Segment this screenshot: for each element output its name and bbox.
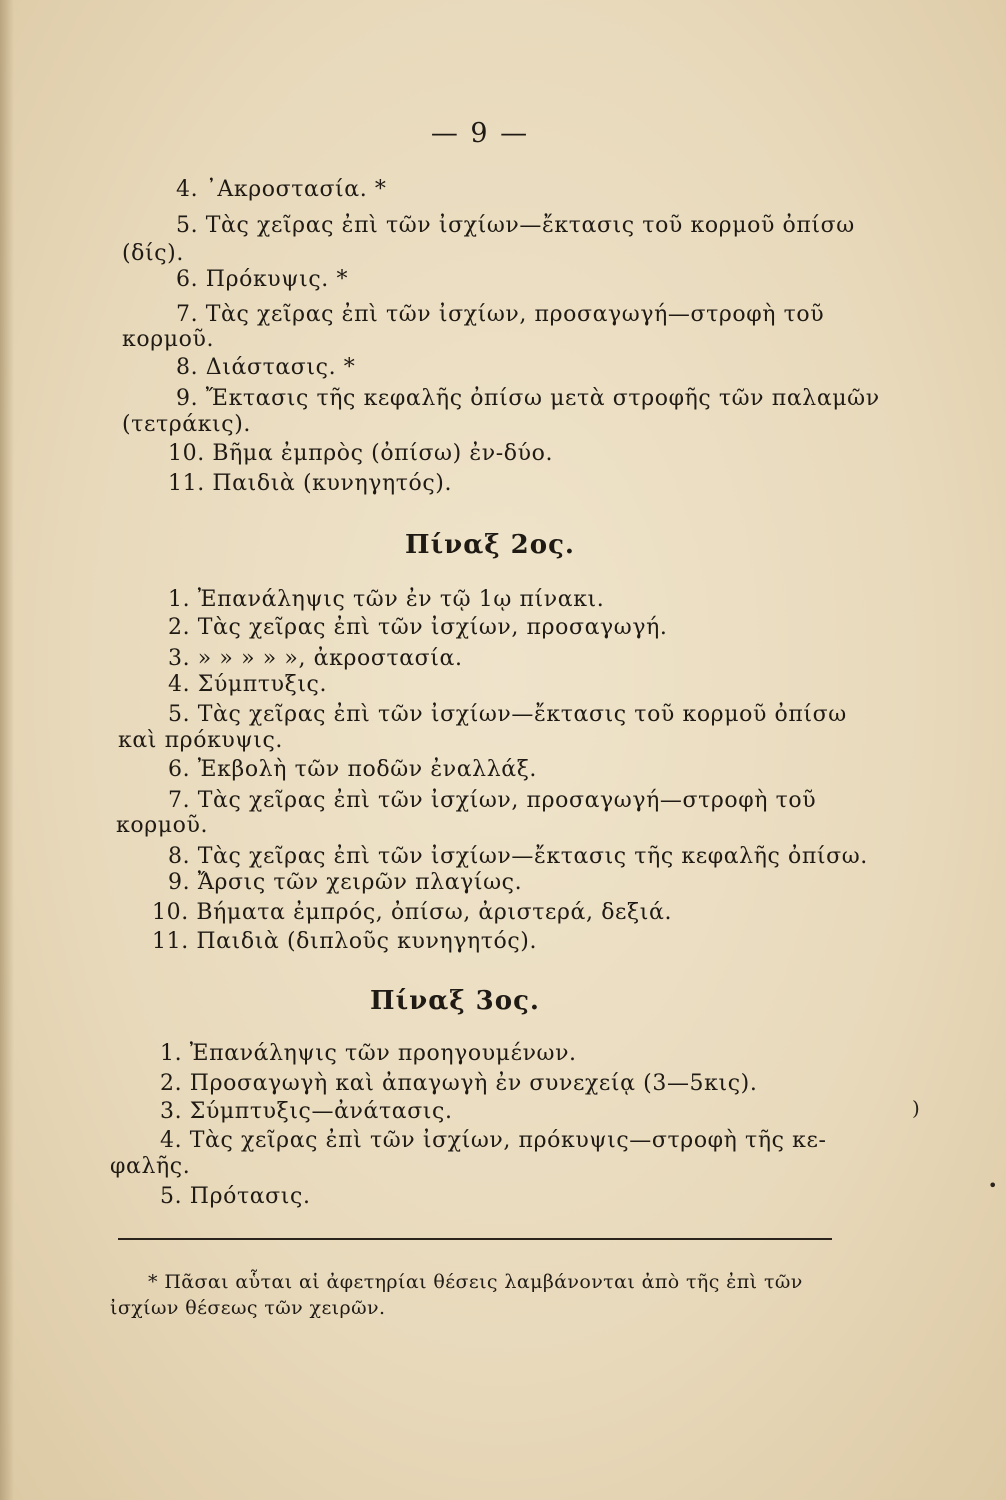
- list-item: 5. Τὰς χεῖρας ἐπὶ τῶν ἰσχίων—ἔκτασις τοῦ κορμοῦ ὀπίσω: [176, 213, 855, 238]
- list-item: κορμοῦ.: [116, 813, 209, 838]
- list-item: 8. Τὰς χεῖρας ἐπὶ τῶν ἰσχίων—ἔκτασις τῆς κεφαλῆς ὀπίσω.: [168, 844, 868, 869]
- list-item: 11. Παιδιὰ (διπλοῦς κυνηγητός).: [152, 929, 538, 954]
- list-item: 2. Προσαγωγὴ καὶ ἀπαγωγὴ ἐν συνεχείᾳ (3—5κις).: [160, 1071, 758, 1096]
- list-item: 4. ᾿Ακροστασία. *: [176, 177, 387, 202]
- footnote-line: * Πᾶσαι αὗται αἱ ἀφετηρίαι θέσεις λαμβάνονται ἀπὸ τῆς ἐπὶ τῶν: [148, 1271, 803, 1293]
- list-item: 3. Σύμπτυξις—ἀνάτασις.: [160, 1099, 453, 1124]
- list-item: 8. Διάστασις. *: [176, 355, 356, 380]
- footnote-line: ἰσχίων θέσεως τῶν χειρῶν.: [110, 1297, 386, 1319]
- section-heading: Πίναξ 3ος.: [370, 986, 540, 1016]
- list-item: 10. Βῆμα ἐμπρὸς (ὀπίσω) ἐν-δύο.: [168, 441, 554, 466]
- list-item: 5. Πρότασις.: [160, 1184, 311, 1209]
- list-item: (δίς).: [122, 241, 184, 266]
- list-item: (τετράκις).: [122, 412, 251, 437]
- list-item: φαλῆς.: [110, 1154, 191, 1179]
- section-heading: Πίναξ 2ος.: [405, 530, 575, 560]
- footnote-divider: [118, 1238, 832, 1240]
- list-item: 7. Τὰς χεῖρας ἐπὶ τῶν ἰσχίων, προσαγωγή—στροφὴ τοῦ: [168, 788, 817, 813]
- list-item: 9. Ἔκτασις τῆς κεφαλῆς ὀπίσω μετὰ στροφῆς τῶν παλαμῶν: [176, 386, 880, 411]
- margin-mark: ): [912, 1096, 920, 1120]
- list-item: 11. Παιδιὰ (κυνηγητός).: [168, 471, 453, 496]
- list-item: 9. Ἄρσις τῶν χειρῶν πλαγίως.: [168, 870, 523, 895]
- list-item: 6. Πρόκυψις. *: [176, 267, 349, 292]
- list-item: 2. Τὰς χεῖρας ἐπὶ τῶν ἰσχίων, προσαγωγή.: [168, 615, 668, 640]
- list-item: 6. Ἐκβολὴ τῶν ποδῶν ἐναλλάξ.: [168, 757, 538, 782]
- list-item: 10. Βήματα ἐμπρός, ὀπίσω, ἀριστερά, δεξιά.: [152, 900, 673, 925]
- list-item: καὶ πρόκυψις.: [118, 728, 283, 753]
- list-item: 1. Ἐπανάληψις τῶν ἐν τῷ 1ῳ πίνακι.: [168, 587, 605, 612]
- list-item: 4. Σύμπτυξις.: [168, 672, 328, 697]
- list-item: κορμοῦ.: [122, 327, 215, 352]
- list-item: 7. Τὰς χεῖρας ἐπὶ τῶν ἰσχίων, προσαγωγή—στροφὴ τοῦ: [176, 302, 825, 327]
- page-edge-shadow: [0, 0, 14, 1500]
- list-item: 4. Τὰς χεῖρας ἐπὶ τῶν ἰσχίων, πρόκυψις—στροφὴ τῆς κε-: [160, 1128, 827, 1153]
- page-number: — 9 —: [430, 118, 530, 149]
- list-item: 5. Τὰς χεῖρας ἐπὶ τῶν ἰσχίων—ἔκτασις τοῦ κορμοῦ ὀπίσω: [168, 702, 847, 727]
- margin-mark: •: [988, 1176, 998, 1195]
- list-item: 3. » » » » », ἀκροστασία.: [168, 646, 463, 671]
- list-item: 1. Ἐπανάληψις τῶν προηγουμένων.: [160, 1041, 577, 1066]
